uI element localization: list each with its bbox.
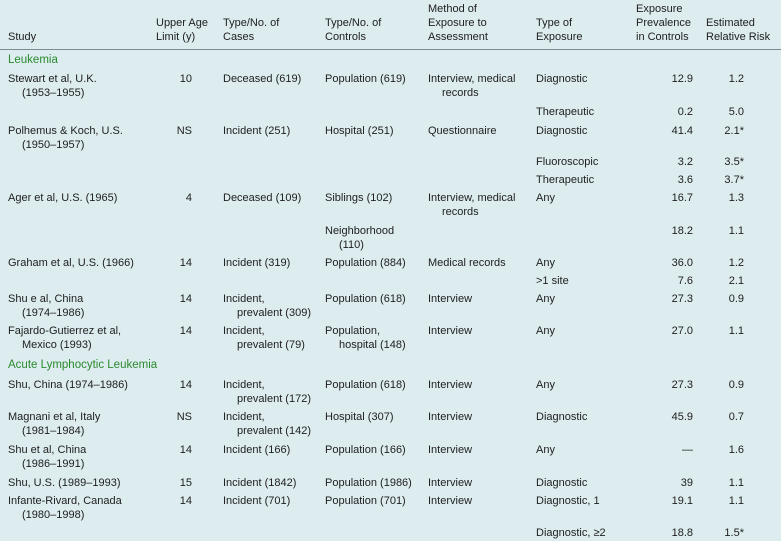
cell-rr: 1.2 — [728, 73, 744, 85]
cell-prev: 27.3 — [671, 379, 693, 391]
header-method: Method of Exposure to Assessment — [428, 3, 488, 43]
cell-study: Infante-Rivard, Canada (1980–1998) — [8, 495, 122, 521]
cell-controls: Population (618) — [325, 379, 406, 391]
cell-rr: 1.1 — [728, 325, 744, 337]
cell-rr: 5.0 — [728, 106, 744, 118]
header-prevalence: Exposure Prevalence in Controls — [636, 3, 692, 43]
cell-prev: 18.2 — [671, 225, 693, 237]
cell-cases: Incident (251) — [223, 125, 291, 137]
cell-study: Shu, U.S. (1989–1993) — [8, 477, 121, 489]
cell-type: Any — [536, 257, 555, 269]
cell-prev: 18.8 — [671, 527, 693, 539]
cell-type: Therapeutic — [536, 174, 595, 186]
cell-prev: 7.6 — [677, 275, 693, 287]
cell-rr: 1.3 — [728, 192, 744, 204]
cell-controls: Population (618) — [325, 293, 406, 305]
cell-type: Therapeutic — [536, 106, 595, 118]
cell-study: Graham et al, U.S. (1966) — [8, 257, 134, 269]
cell-prev: — — [682, 444, 693, 456]
cell-study: Shu et al, China (1986–1991) — [8, 444, 87, 470]
cell-rr: 1.6 — [728, 444, 744, 456]
cell-method: Questionnaire — [428, 125, 497, 137]
cell-type: Diagnostic — [536, 73, 588, 85]
cell-age: NS — [176, 411, 192, 423]
cell-controls: Population (1986) — [325, 477, 412, 489]
cell-age: 15 — [179, 477, 192, 489]
cell-method: Interview — [428, 411, 473, 423]
cell-rr: 3.5* — [724, 156, 744, 168]
cell-prev: 3.6 — [677, 174, 693, 186]
header-age: Upper Age Limit (y) — [156, 17, 208, 43]
cell-age: NS — [176, 125, 192, 137]
table-header — [0, 0, 781, 50]
cell-cases: Incident, prevalent (172) — [223, 379, 311, 405]
cell-age: 14 — [179, 495, 192, 507]
cell-type: Fluoroscopic — [536, 156, 599, 168]
cell-controls: Population (619) — [325, 73, 406, 85]
header-cases: Type/No. of Cases — [223, 17, 280, 43]
cell-prev: 16.7 — [671, 192, 693, 204]
cell-controls: Neighborhood (110) — [325, 225, 395, 251]
cell-cases: Incident, prevalent (79) — [223, 325, 305, 351]
cell-controls: Hospital (307) — [325, 411, 394, 423]
cell-prev: 39 — [680, 477, 693, 489]
header-study: Study — [8, 31, 37, 43]
cell-controls: Hospital (251) — [325, 125, 394, 137]
cell-method: Interview — [428, 325, 473, 337]
cell-type: Any — [536, 293, 555, 305]
cell-age: 14 — [179, 257, 192, 269]
cell-prev: 36.0 — [671, 257, 693, 269]
cell-rr: 1.5* — [724, 527, 744, 539]
cell-rr: 2.1 — [728, 275, 744, 287]
cell-method: Interview — [428, 379, 473, 391]
cell-type: >1 site — [536, 275, 569, 287]
cell-rr: 0.9 — [728, 379, 744, 391]
cell-rr: 1.1 — [728, 225, 744, 237]
cell-prev: 19.1 — [671, 495, 693, 507]
cell-rr: 0.9 — [728, 293, 744, 305]
section-acute-lymphocytic-leukemia: Acute Lymphocytic Leukemia — [8, 359, 158, 371]
cell-type: Diagnostic — [536, 411, 588, 423]
cell-type: Diagnostic — [536, 125, 588, 137]
cell-study: Polhemus & Koch, U.S. (1950–1957) — [8, 125, 123, 151]
cell-prev: 27.0 — [671, 325, 693, 337]
cell-controls: Population (884) — [325, 257, 406, 269]
cell-type: Any — [536, 192, 555, 204]
cell-prev: 27.3 — [671, 293, 693, 305]
cell-rr: 2.1* — [724, 125, 744, 137]
cell-type: Diagnostic, 1 — [536, 495, 600, 507]
cell-age: 14 — [179, 379, 192, 391]
cell-cases: Incident (701) — [223, 495, 291, 507]
cell-age: 4 — [185, 192, 192, 204]
cell-prev: 0.2 — [677, 106, 693, 118]
cell-method: Interview — [428, 477, 473, 489]
cell-controls: Population (701) — [325, 495, 406, 507]
cell-type: Diagnostic, ≥2 — [536, 527, 606, 539]
cell-prev: 45.9 — [671, 411, 693, 423]
cell-rr: 1.1 — [728, 477, 744, 489]
header-type: Type of Exposure — [536, 17, 583, 43]
cell-age: 14 — [179, 444, 192, 456]
cell-study: Shu e al, China (1974–1986) — [8, 293, 85, 319]
cell-age: 14 — [179, 293, 192, 305]
cell-cases: Deceased (109) — [223, 192, 302, 204]
cell-rr: 1.1 — [728, 495, 744, 507]
cell-cases: Incident (319) — [223, 257, 291, 269]
cell-prev: 41.4 — [671, 125, 693, 137]
cell-study: Shu, China (1974–1986) — [8, 379, 128, 391]
cell-method: Interview — [428, 444, 473, 456]
cell-cases: Deceased (619) — [223, 73, 302, 85]
header-controls: Type/No. of Controls — [325, 17, 382, 43]
cell-type: Diagnostic — [536, 477, 588, 489]
cell-method: Interview, medical records — [428, 192, 516, 218]
cell-study: Magnani et al, Italy (1981–1984) — [8, 411, 101, 437]
section-leukemia: Leukemia — [8, 54, 58, 66]
cell-study: Ager et al, U.S. (1965) — [8, 192, 118, 204]
cell-method: Medical records — [428, 257, 506, 269]
cell-type: Any — [536, 379, 555, 391]
header-relative-risk: Estimated Relative Risk — [706, 17, 771, 43]
cell-type: Any — [536, 325, 555, 337]
cell-age: 14 — [179, 325, 192, 337]
cell-method: Interview — [428, 293, 473, 305]
cell-cases: Incident, prevalent (309) — [223, 293, 311, 319]
cell-rr: 0.7 — [728, 411, 744, 423]
cell-prev: 3.2 — [677, 156, 693, 168]
cell-study: Stewart et al, U.K. (1953–1955) — [8, 73, 97, 99]
cell-prev: 12.9 — [671, 73, 693, 85]
cell-study: Fajardo-Gutierrez et al, Mexico (1993) — [8, 325, 122, 351]
cell-age: 10 — [179, 73, 192, 85]
cell-type: Any — [536, 444, 555, 456]
cell-rr: 1.2 — [728, 257, 744, 269]
cell-controls: Siblings (102) — [325, 192, 393, 204]
cell-controls: Population, hospital (148) — [325, 325, 406, 351]
cell-cases: Incident, prevalent (142) — [223, 411, 311, 437]
cell-method: Interview — [428, 495, 473, 507]
cell-method: Interview, medical records — [428, 73, 516, 99]
cell-cases: Incident (166) — [223, 444, 291, 456]
cell-cases: Incident (1842) — [223, 477, 297, 489]
cell-rr: 3.7* — [724, 174, 744, 186]
cell-controls: Population (166) — [325, 444, 406, 456]
